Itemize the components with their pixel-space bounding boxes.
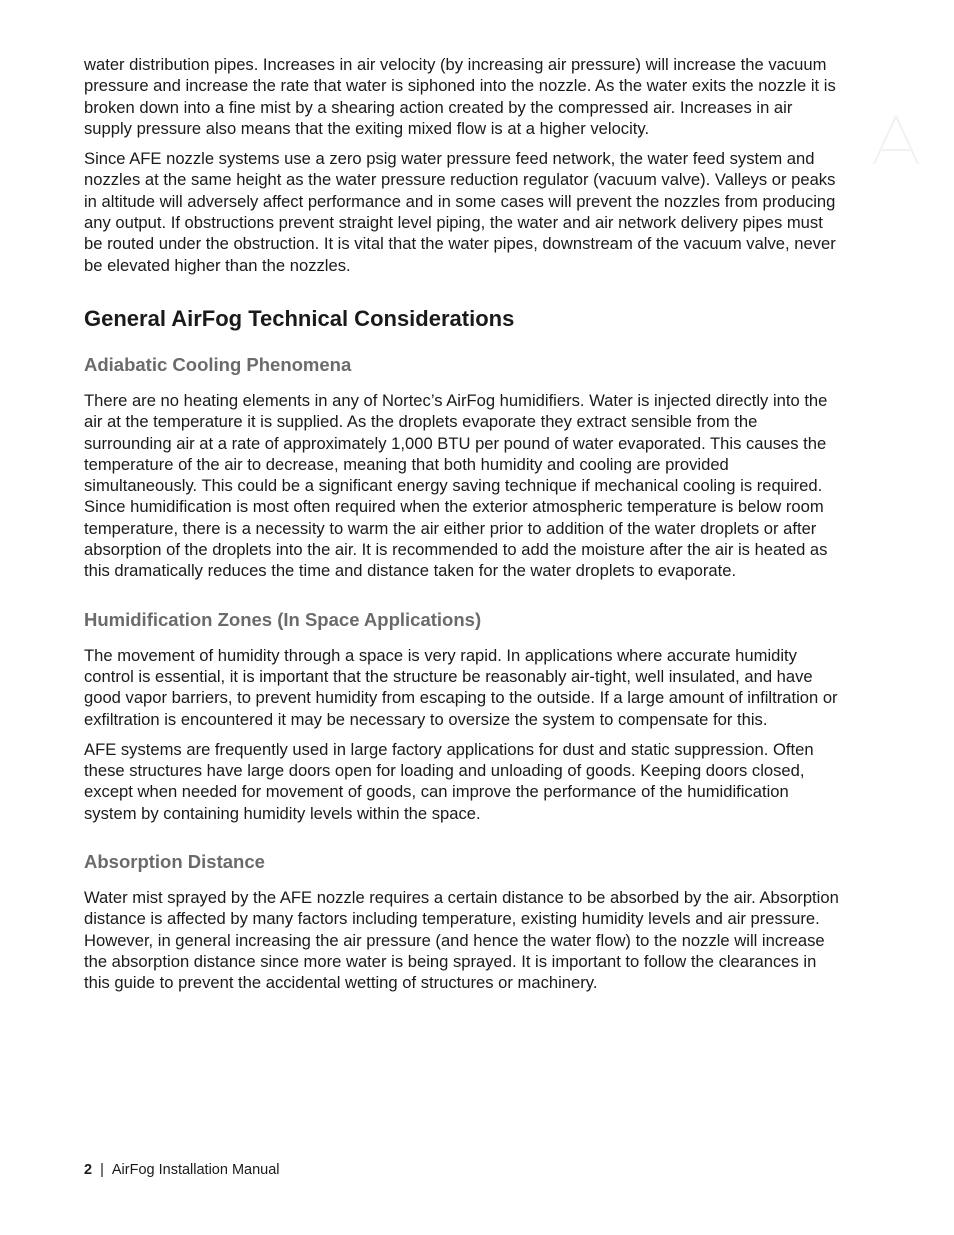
zones-paragraph-2: AFE systems are frequently used in large factory applications for dust and static suppression. Often these structures have large doors open for loading and unloading of goods. Keeping doors closed, except when needed for movement of goods, can improve the performance of the humidification system by containing humidity levels within the space. bbox=[84, 739, 814, 823]
subsection-heading-absorption-distance: Absorption Distance bbox=[84, 851, 265, 873]
manual-title: AirFog Installation Manual bbox=[111, 1162, 280, 1178]
intro-paragraph-2: Since AFE nozzle systems use a zero psig water pressure feed network, the water feed system and nozzles at the same height as the water pressure reduction regulator (vacuum valve). Valleys or peaks in altitude will adversely affect performance and in some cases will prevent the nozzles from producing any output. If obstructions prevent straight level piping, the water and air network delivery pipes must be routed under the obstruction. It is vital that the water pipes, downstream of the vacuum valve, never be elevated higher than the nozzles. bbox=[84, 149, 836, 275]
page-number: 2 bbox=[84, 1162, 93, 1178]
section-title: General AirFog Technical Considerations bbox=[84, 305, 515, 331]
adiabatic-paragraph-1: There are no heating elements in any of Nortec’s AirFog humidifiers. Water is injected directly into the air at the temperature it is supplied. As the droplets evaporate they extract sensible from the surrounding air at a rate of approximately 1,000 BTU per pound of water evaporated. This causes the temperature of the air to decrease, meaning that both humidity and cooling are provided simultaneously. This could be a significant energy saving technique if mechanical cooling is required. Since humidification is most often required when the exterior atmospheric temperature is below room temperature, there is a necessity to warm the air either prior to addition of the water droplets or after absorption of the droplets into the air. It is recommended to add the moisture after the air is heated as this dramatically reduces the time and distance taken for the water droplets to evaporate. bbox=[84, 390, 828, 581]
page-content bbox=[84, 54, 844, 1003]
page-footer bbox=[84, 1162, 280, 1178]
zones-paragraph-1: The movement of humidity through a space is very rapid. In applications where accurate humidity control is essential, it is important that the structure be reasonably air-tight, well insulated, and have good vapor barriers, to prevent humidity from escaping to the outside. If a large amount of infiltration or exfiltration is encountered it may be necessary to oversize the system to compensate for this. bbox=[84, 645, 838, 729]
footer-separator: | bbox=[100, 1162, 104, 1178]
watermark-logo-icon bbox=[866, 110, 926, 170]
subsection-heading-humidification-zones: Humidification Zones (In Space Applications) bbox=[84, 608, 482, 630]
intro-paragraph-1: water distribution pipes. Increases in air velocity (by increasing air pressure) will increase the vacuum pressure and increase the rate that water is siphoned into the nozzle. As the water exits the nozzle it is broken down into a fine mist by a shearing action created by the compressed air. Increases in air supply pressure also means that the exiting mixed flow is at a higher velocity. bbox=[84, 55, 836, 138]
absorption-paragraph-1: Water mist sprayed by the AFE nozzle requires a certain distance to be absorbed by the air. Absorption distance is affected by many factors including temperature, existing humidity levels and air pressure. However, in general increasing the air pressure (and hence the water flow) to the nozzle will increase the absorption distance since more water is being sprayed. It is important to follow the clearances in this guide to prevent the accidental wetting of structures or machinery. bbox=[84, 888, 839, 993]
subsection-heading-adiabatic: Adiabatic Cooling Phenomena bbox=[84, 353, 352, 375]
